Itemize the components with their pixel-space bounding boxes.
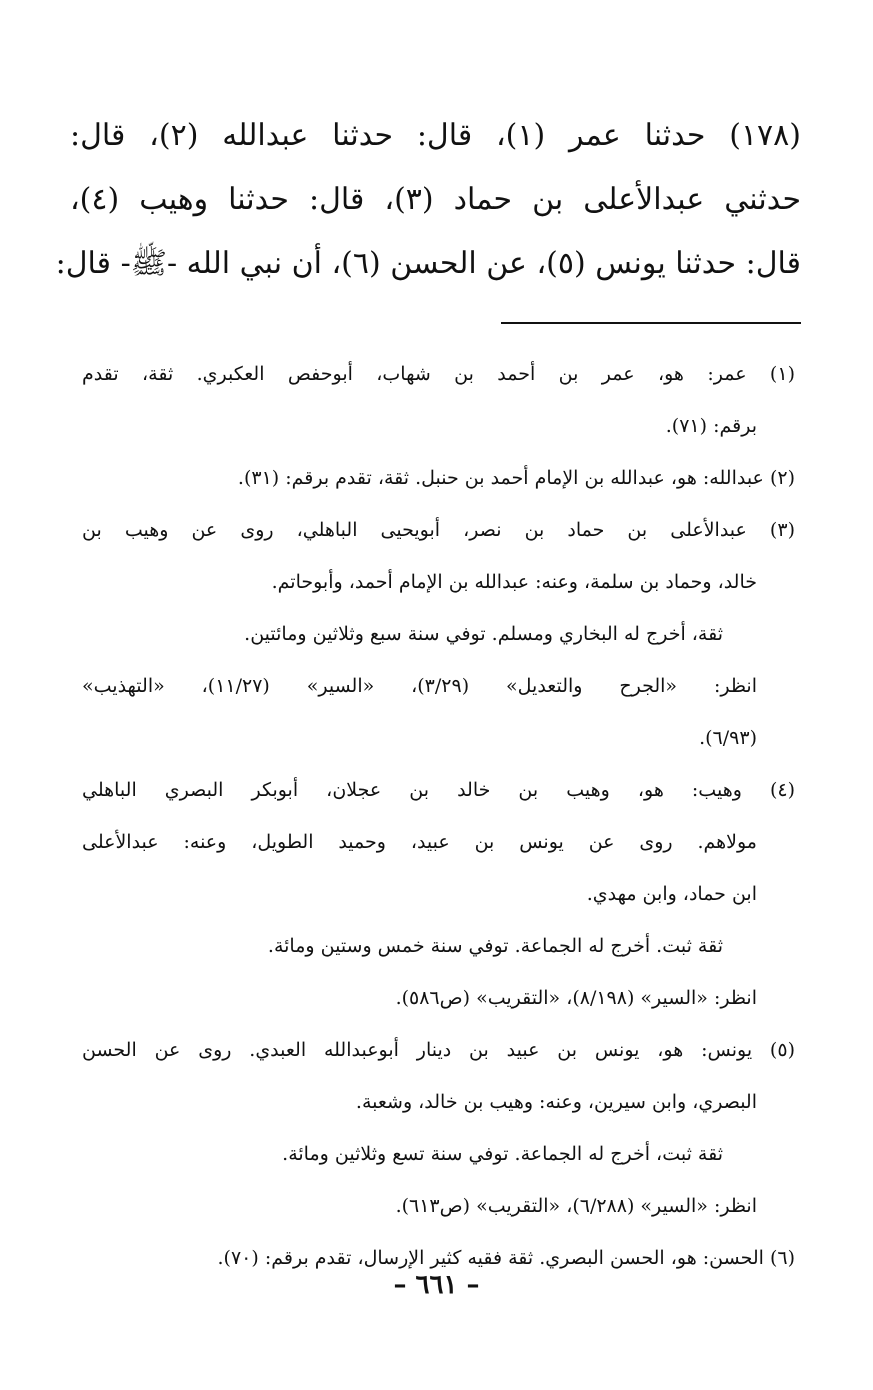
hadith-line-2: حدثني عبدالأعلى بن حماد (٣)، قال: حدثنا وهيب (٤)، [70,182,801,217]
footnote-1 [82,348,795,452]
footnote-line: خالد، وحماد بن سلمة، وعنه: عبدالله بن الإمام أحمد، وأبوحاتم. [271,571,757,593]
footnote-line: ثقة ثبت. أخرج له الجماعة. توفي سنة خمس وستين ومائة. [267,935,723,957]
footnote-line: (١) عمر: هو، عمر بن أحمد بن شهاب، أبوحفص العكبري. ثقة، تقدم [82,363,795,385]
footnote-4 [82,764,795,1024]
hadith-line-3: قال: حدثنا يونس (٥)، عن الحسن (٦)، أن نبي الله -ﷺ- قال: [55,246,801,281]
footnote-line: مولاهم. روى عن يونس بن عبيد، وحميد الطويل، وعنه: عبدالأعلى [82,831,757,853]
footnote-2 [82,452,795,504]
footnote-line: (٣) عبدالأعلى بن حماد بن نصر، أبويحيى الباهلي، روى عن وهيب بن [82,519,795,541]
footnote-5 [82,1024,795,1232]
footnote-line: (٦/٩٣). [699,727,757,749]
page-number: – ٦٦١ – [393,1270,480,1300]
footnotes [82,348,795,1284]
hadith-text [55,104,801,296]
footnote-line: (٥) يونس: هو، يونس بن عبيد بن دينار أبوعبدالله العبدي. روى عن الحسن [82,1039,795,1061]
footnote-line: ثقة ثبت، أخرج له الجماعة. توفي سنة تسع وثلاثين ومائة. [282,1143,723,1165]
hadith-line-1: (١٧٨) حدثنا عمر (١)، قال: حدثنا عبدالله (٢)، قال: [70,118,801,153]
footnote-line: (٦) الحسن: هو، الحسن البصري. ثقة فقيه كثير الإرسال، تقدم برقم: (٧٠). [217,1247,795,1269]
footnote-line: (٤) وهيب: هو، وهيب بن خالد بن عجلان، أبوبكر البصري الباهلي [82,779,795,801]
footnote-line: ابن حماد، وابن مهدي. [586,883,757,905]
footnote-3 [82,504,795,764]
footnote-line: انظر: «السير» (٦/٢٨٨)، «التقريب» (ص٦١٣). [395,1195,757,1217]
footnote-line: ثقة، أخرج له البخاري ومسلم. توفي سنة سبع وثلاثين ومائتين. [244,623,723,645]
footnote-line: البصري، وابن سيرين، وعنه: وهيب بن خالد، وشعبة. [355,1091,757,1113]
footnote-line: برقم: (٧١). [665,415,757,437]
footnote-line: انظر: «السير» (٨/١٩٨)، «التقريب» (ص٥٨٦). [395,987,757,1009]
footnote-divider [501,322,801,324]
footnote-line: (٢) عبدالله: هو، عبدالله بن الإمام أحمد بن حنبل. ثقة، تقدم برقم: (٣١). [237,467,795,489]
footnote-line: انظر: «الجرح والتعديل» (٣/٢٩)، «السير» (١١/٢٧)، «التهذيب» [82,675,757,697]
